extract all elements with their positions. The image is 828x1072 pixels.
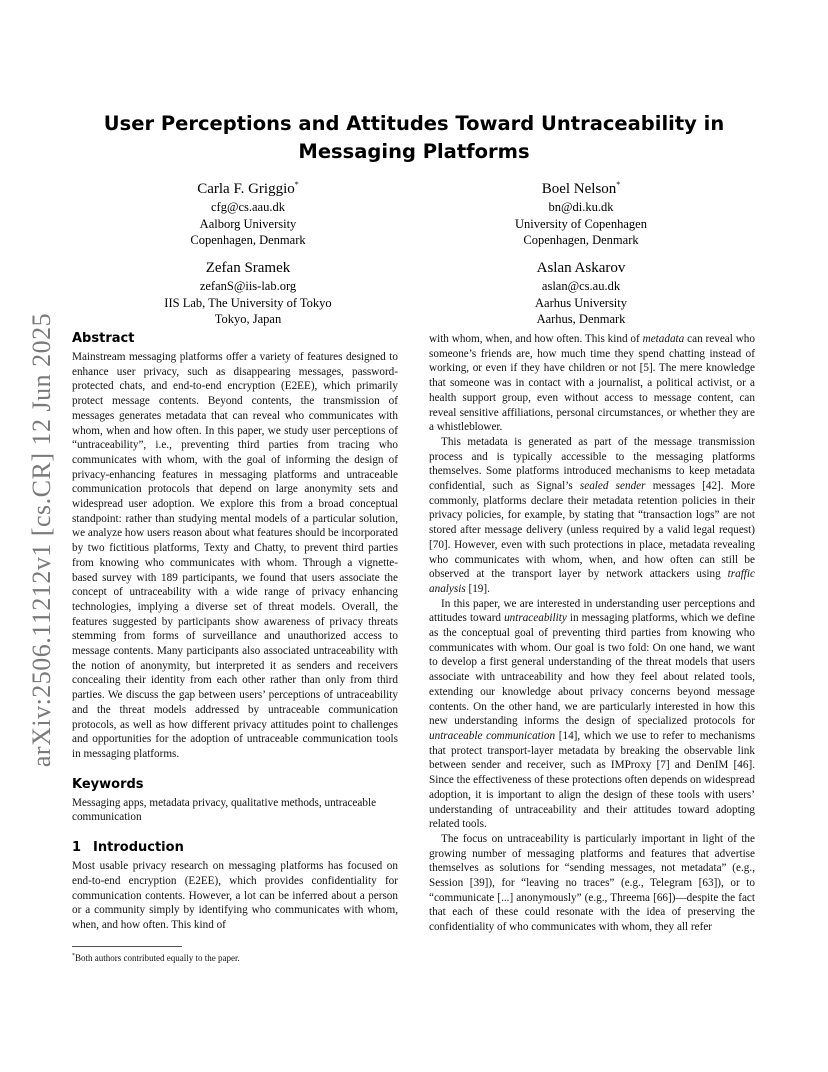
emphasis-untraceability: untraceability bbox=[504, 612, 567, 625]
intro-text: In this paper, we are interested in understanding user perceptions and attitudes toward bbox=[429, 597, 755, 625]
author-name: Carla F. Griggio bbox=[197, 181, 295, 197]
author-block bbox=[148, 175, 348, 249]
author-location: Aarhus, Denmark bbox=[536, 312, 626, 326]
right-column bbox=[429, 332, 755, 935]
author-affiliation: Aarhus University bbox=[535, 295, 627, 310]
left-column bbox=[72, 330, 398, 931]
author-affiliation: IIS Lab, The University of Tokyo bbox=[164, 295, 332, 310]
intro-text: Most usable privacy research on messaging platforms has focused on end-to-end encryption (E2EE), which provides confidentiality for communication contents. However, a lot can be inferred about a person or a community simply by identifying who communicates with whom, when, and how often. This kind of bbox=[72, 860, 398, 931]
footnote-rule bbox=[72, 946, 182, 947]
section-heading-introduction bbox=[72, 839, 398, 857]
arxiv-stamp: arXiv:2506.11212v1 [cs.CR] 12 Jun 2025 bbox=[27, 312, 56, 768]
intro-text: messages [42]. More commonly, platforms declare their metadata retention policies in their privacy policies, for example, by stating that “transaction logs” are not stored after message delivery (unless required by a valid legal request) [70]. However, even with such protections in place, metadata revealing who communicates with whom, when, and how often can still be observed at the transport layer by network attackers using bbox=[429, 480, 756, 581]
author-block bbox=[481, 254, 681, 328]
author-mark: * bbox=[294, 180, 299, 189]
author-name: Aslan Askarov bbox=[536, 260, 626, 276]
author-name: Boel Nelson bbox=[541, 181, 617, 197]
intro-text: This metadata is generated as part of the message transmission process and is typically accessible to the messaging platforms themselves. Some platforms introduced mechanisms to keep metadata confidential, such as Signal’s bbox=[429, 435, 755, 493]
section-number: 1 bbox=[72, 840, 82, 856]
author-location: Tokyo, Japan bbox=[214, 312, 282, 326]
intro-paragraph: The focus on untraceability is particularly important in light of the growing number of messaging platforms and features that advertise themselves as solutions for “sending messages, not metadata” (e.g., Session [39]), for “leaving no traces” (e.g., Telegram [63]), or to “communicate [...] anonymously” (e.g., Threema [66])—despite the fact that each of these could resonate with the idea of preserving the confidentiality of who communicates with whom, they all refer bbox=[429, 832, 755, 934]
intro-text: [19]. bbox=[468, 582, 490, 595]
emphasis-traffic-analysis: traffic analysis bbox=[429, 568, 755, 595]
emphasis-sealed-sender: sealed sender bbox=[579, 480, 646, 493]
intro-paragraph bbox=[72, 859, 398, 931]
keywords-heading: Keywords bbox=[72, 776, 144, 792]
intro-paragraph bbox=[429, 597, 755, 832]
author-location: Copenhagen, Denmark bbox=[523, 233, 639, 247]
author-email: bn@di.ku.dk bbox=[548, 200, 614, 214]
author-email: cfg@cs.aau.dk bbox=[211, 200, 285, 214]
author-location: Copenhagen, Denmark bbox=[190, 233, 306, 247]
abstract-heading: Abstract bbox=[72, 331, 135, 346]
emphasis-metadata: metadata bbox=[642, 333, 685, 345]
footnote-mark: * bbox=[72, 953, 75, 959]
author-email: zefanS@iis-lab.org bbox=[199, 279, 297, 293]
author-email: aslan@cs.au.dk bbox=[541, 279, 621, 293]
intro-text: [14], which we use to refer to mechanisms that protect transport-layer metadata by breaking the observable link between sender and receiver, such as IMProxy [7] and DenIM [46]. Since the effectiveness of these protections often depends on widespread adoption, it is important to align the design of these tools with users’ understanding of untraceability and their attitudes toward adopting related tools. bbox=[429, 729, 755, 831]
footnote-text: Both authors contributed equally to the paper. bbox=[75, 953, 240, 963]
keywords-text: Messaging apps, metadata privacy, qualitative methods, untraceable communication bbox=[72, 796, 377, 824]
paper-title: User Perceptions and Attitudes Toward Untraceability in Messaging Platforms bbox=[103, 112, 725, 163]
author-block bbox=[481, 175, 681, 249]
author-affiliation: Aalborg University bbox=[199, 216, 297, 231]
author-block bbox=[138, 254, 358, 328]
author-name: Zefan Sramek bbox=[205, 260, 291, 276]
author-affiliation: University of Copenhagen bbox=[515, 216, 647, 231]
emphasis-untraceable-communication: untraceable communication bbox=[429, 729, 556, 742]
footnote bbox=[72, 950, 398, 964]
abstract-text: Mainstream messaging platforms offer a variety of features designed to enhance user privacy, such as disappearing messages, password-protected chats, and end-to-end encryption (E2EE), which primarily protect message contents. Beyond contents, the transmission of messages generates metadata that can reveal who communicates with whom, when and how often. In this paper, we study user perceptions of “untraceability”, i.e., preventing third parties from tracing who communicates with whom, with the goal of informing the design of privacy-enhancing features in messaging platforms and untraceable communication protocols that depend on large anonymity sets and widespread user adoption. We explore this from a broad conceptual standpoint: rather than studying mental models of a particular solution, we analyze how users reason about what features should be incorporated by two fictitious platforms, Texty and Chatty, to prevent third parties from knowing who communicates with whom. Through a vignette-based survey with 189 participants, we found that users associate the concept of untraceability with a wide range of privacy enhancing technologies, implying a diverse set of threat models. Overall, the features suggested by participants show awareness of privacy threats stemming from forms of surveillance and unauthorized access to message contents. Many participants also associated untraceability with the notion of anonymity, but interpreted it as senders and receivers concealing their identity from each other rather than only from third parties. We discuss the gap between users’ perceptions of untraceability and the threat models addressed by untraceable communication protocols, as well as how different privacy attitudes point to challenges and opportunities for the adoption of untraceable communication tools in messaging platforms. bbox=[72, 351, 398, 760]
intro-text: in messaging platforms, which we define as the conceptual goal of preventing third parties from knowing who communicates with whom. Our goal is two fold: On one hand, we want to develop a first general understanding of the threat models that users associate with untraceability and how they feel about related tools, extending our knowledge about privacy concerns beyond message contents. On the other hand, we are particularly interested in how this new understanding informs the design of specialized protocols for bbox=[429, 612, 756, 728]
intro-text-lead: with whom, when, and how often. This kind of bbox=[429, 333, 643, 345]
author-mark: * bbox=[616, 180, 621, 189]
intro-paragraph-continued bbox=[429, 332, 755, 435]
intro-paragraph bbox=[429, 435, 755, 597]
section-title: Introduction bbox=[93, 840, 184, 856]
intro-text: can reveal who someone’s friends are, how much time they spend chatting instead of working, or even if they have children or not [5]. The mere knowledge that someone was in contact with a journalist, a political activist, or a health support group, even without access to message content, can reveal sensitive affiliations, personal circumstances, or whether they are a whistleblower. bbox=[429, 333, 755, 434]
